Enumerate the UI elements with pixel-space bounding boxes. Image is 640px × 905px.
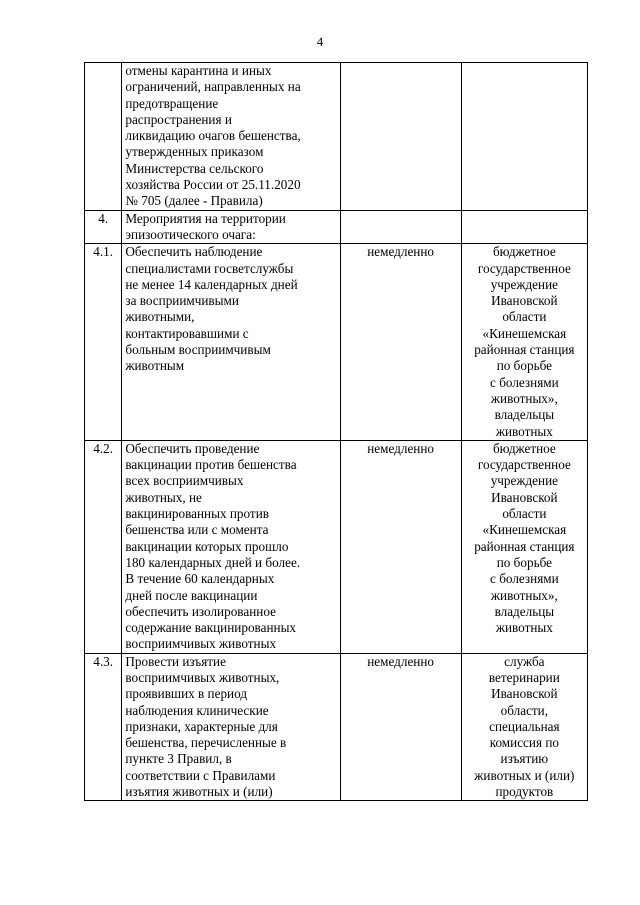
measure-text-line: больным восприимчивым: [125, 342, 271, 358]
responsible-line: области,: [500, 702, 549, 718]
measure-text-line: утвержденных приказом: [125, 144, 264, 160]
measure-text-line: вакцинированных против: [125, 506, 269, 522]
measure-text-line: отмены карантина и иных: [125, 63, 272, 78]
responsible-line: государственное: [477, 457, 571, 473]
responsible-line: государственное: [477, 260, 571, 276]
responsible-line: с болезнями: [490, 374, 559, 390]
measure-text-line: дней после вакцинации: [125, 587, 258, 603]
responsible-line: учреждение: [490, 276, 559, 292]
table-row: [85, 244, 588, 441]
table-row: [85, 653, 588, 801]
measure-text-line: изъятия животных и (или): [125, 784, 273, 800]
measure-text-line: восприимчивых животных,: [125, 669, 280, 685]
table-row: [85, 440, 588, 653]
measure-text-cell: [122, 63, 340, 211]
measure-text-line: восприимчивых животных: [125, 636, 277, 652]
responsible-line: владельцы: [494, 407, 555, 423]
measure-text-line: контактировавшими с: [125, 325, 249, 341]
measure-text-line: проявивших в период: [125, 686, 248, 702]
responsible-cell: [461, 210, 587, 244]
responsible-line: животных и (или): [474, 767, 575, 783]
measure-text-line: вакцинации против бешенства: [125, 457, 297, 473]
row-number: [85, 63, 122, 211]
responsible-line: с болезнями: [490, 571, 559, 587]
measures-table: [84, 62, 588, 801]
measure-text-line: хозяйства России от 25.11.2020: [125, 177, 301, 193]
measure-text-line: В течение 60 календарных: [125, 571, 275, 587]
responsible-line: Ивановской: [491, 489, 558, 505]
responsible-line: бюджетное: [492, 440, 556, 456]
measure-text-cell: [122, 653, 340, 801]
responsible-line: Ивановской: [491, 686, 558, 702]
row-number: 4.2.: [85, 440, 122, 653]
measure-text-line: соответствии с Правилами: [125, 767, 276, 783]
measure-text-line: ограничений, направленных на: [125, 79, 301, 95]
measure-text-line: содержание вакцинированных: [125, 620, 297, 636]
measure-text-line: не менее 14 календарных дней: [125, 276, 298, 292]
measure-text-line: бешенства, перечисленные в: [125, 735, 287, 751]
page-number: 4: [316, 34, 324, 49]
responsible-line: бюджетное: [492, 244, 556, 260]
measure-text-line: животными,: [125, 309, 195, 325]
measure-text-line: ликвидацию очагов бешенства,: [125, 128, 301, 144]
responsible-line: «Кинешемская: [482, 325, 567, 341]
measure-text-line: пункте 3 Правил, в: [125, 751, 232, 767]
measure-text-line: Обеспечить проведение: [125, 440, 260, 456]
responsible-line: «Кинешемская: [482, 522, 567, 538]
measure-text-line: Обеспечить наблюдение: [125, 244, 263, 260]
measure-text-line: вакцинации которых прошло: [125, 538, 289, 554]
measure-text-cell: [122, 440, 340, 653]
responsible-line: по борьбе: [496, 358, 552, 374]
measure-text-line: наблюдения клинические: [125, 702, 269, 718]
responsible-cell: [461, 63, 587, 211]
measure-text-line: Министерства сельского: [125, 160, 264, 176]
responsible-line: продуктов: [495, 784, 554, 800]
measure-text-line: всех восприимчивых: [125, 473, 244, 489]
responsible-line: комиссия по: [489, 735, 559, 751]
measure-text-line: № 705 (далее - Правила): [125, 193, 263, 209]
responsible-line: специальная: [489, 718, 560, 734]
responsible-line: животных»,: [490, 390, 558, 406]
responsible-line: животных: [495, 620, 553, 636]
measure-text-line: распространения и: [125, 111, 232, 127]
table-body: [85, 63, 588, 801]
deadline-cell: немедленно: [340, 653, 461, 801]
responsible-line: животных»,: [490, 587, 558, 603]
deadline-cell: немедленно: [340, 244, 461, 441]
responsible-cell: [461, 653, 587, 801]
deadline-cell: немедленно: [340, 440, 461, 653]
responsible-line: по борьбе: [496, 554, 552, 570]
measure-text-line: эпизоотического очага:: [125, 226, 256, 242]
measure-text-cell: [122, 210, 340, 244]
row-number: 4.3.: [85, 653, 122, 801]
responsible-line: ветеринарии: [488, 669, 560, 685]
responsible-line: учреждение: [490, 473, 559, 489]
responsible-cell: [461, 244, 587, 441]
measure-text-line: предотвращение: [125, 95, 219, 111]
responsible-line: районная станция: [474, 342, 575, 358]
deadline-cell: [340, 63, 461, 211]
measure-text-line: за восприимчивыми: [125, 293, 239, 309]
row-number: 4.1.: [85, 244, 122, 441]
responsible-line: владельцы: [494, 603, 555, 619]
measure-text-line: Провести изъятие: [125, 653, 226, 669]
responsible-line: Ивановской: [491, 293, 558, 309]
responsible-line: изъятию: [500, 751, 549, 767]
measure-text-line: бешенства или с момента: [125, 522, 269, 538]
measure-text-line: животных, не: [125, 489, 202, 505]
measure-text-line: специалистами госветслужбы: [125, 260, 294, 276]
measure-text-line: признаки, характерные для: [125, 718, 278, 734]
table-row: [85, 63, 588, 211]
responsible-cell: [461, 440, 587, 653]
table-row: [85, 210, 588, 244]
measure-text-line: животным: [125, 358, 185, 374]
responsible-line: районная станция: [474, 538, 575, 554]
deadline-cell: [340, 210, 461, 244]
responsible-line: области: [502, 309, 547, 325]
measure-text-line: Мероприятия на территории: [125, 210, 286, 226]
responsible-line: животных: [495, 423, 553, 439]
responsible-line: служба: [504, 653, 545, 669]
measure-text-line: обеспечить изолированное: [125, 603, 276, 619]
measure-text-cell: [122, 244, 340, 441]
measure-text-line: 180 календарных дней и более.: [125, 554, 301, 570]
row-number: 4.: [85, 210, 122, 244]
responsible-line: области: [502, 506, 547, 522]
